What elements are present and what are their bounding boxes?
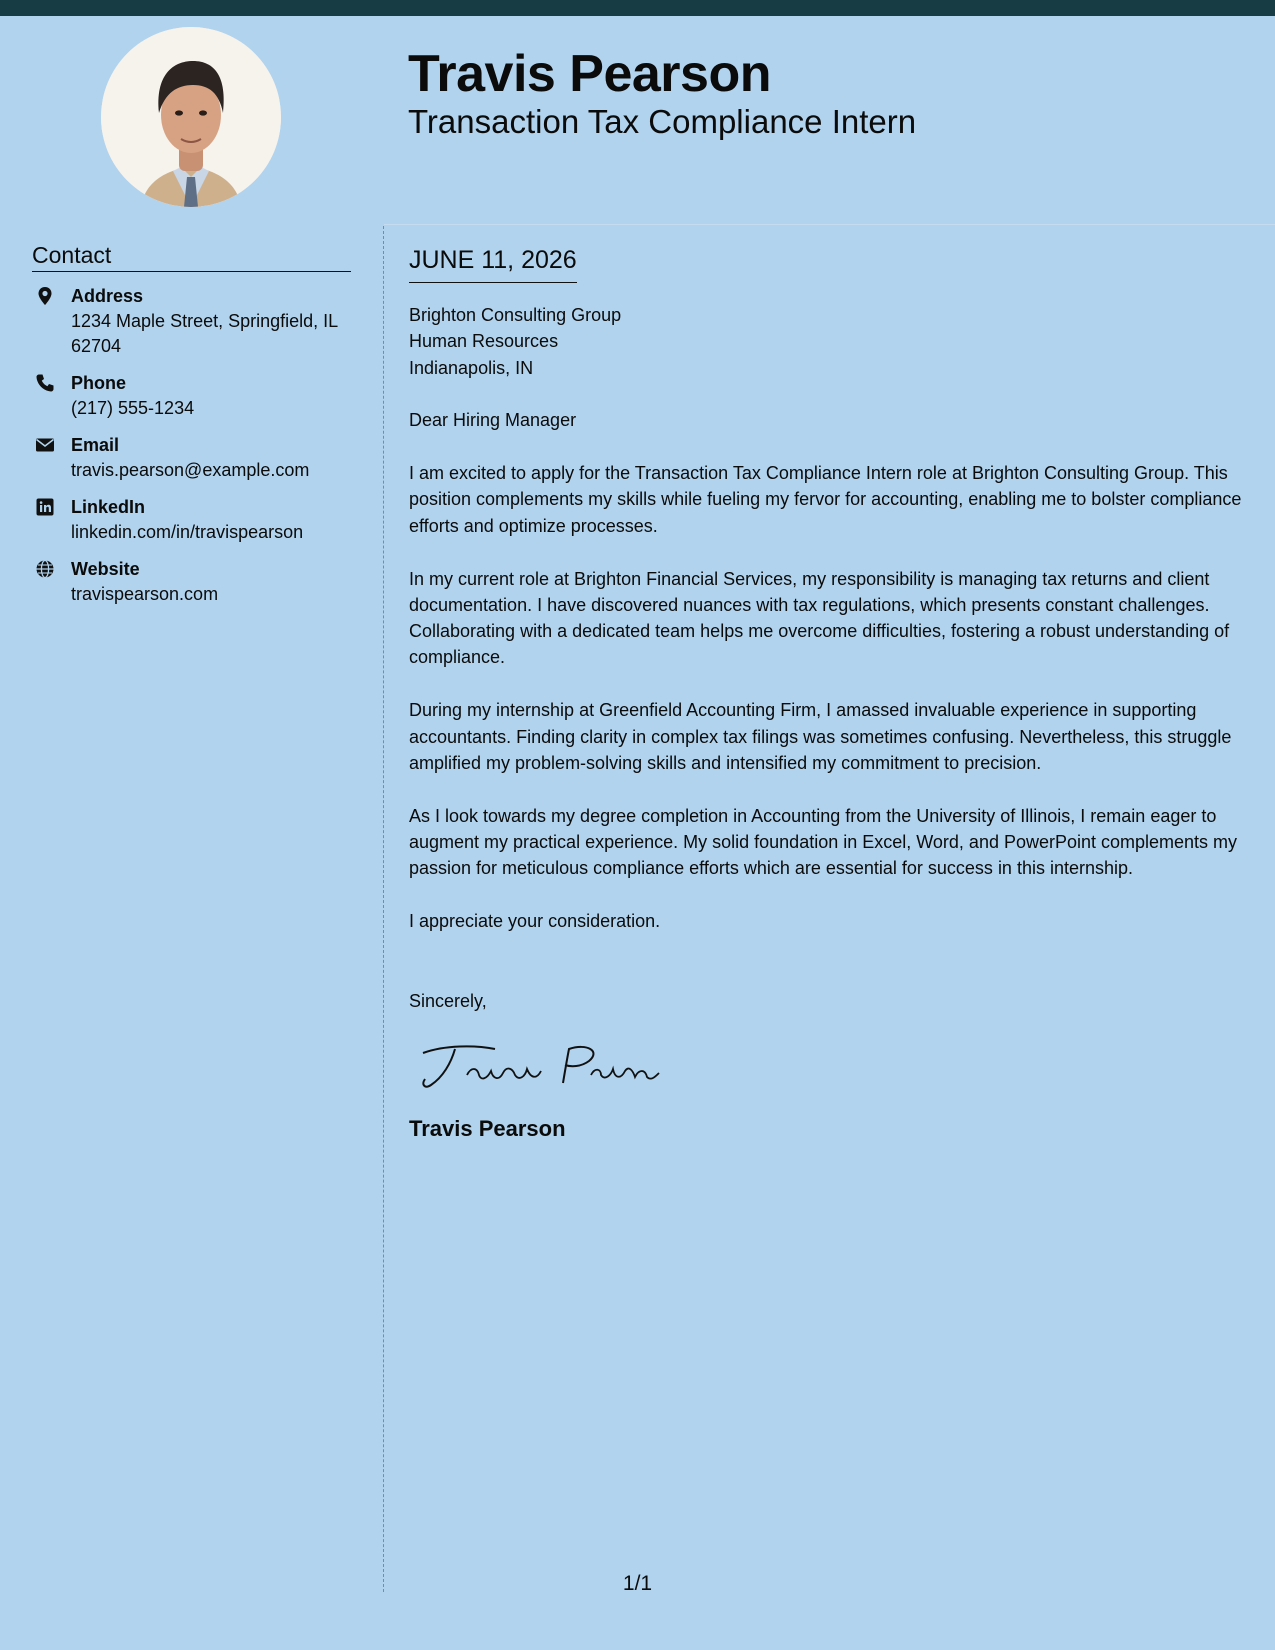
website-value[interactable]: travispearson.com xyxy=(71,584,219,604)
map-pin-icon xyxy=(35,286,55,306)
candidate-name: Travis Pearson xyxy=(408,45,771,103)
contact-address xyxy=(32,284,362,359)
handwritten-signature xyxy=(415,1035,665,1095)
salutation: Dear Hiring Manager xyxy=(409,410,577,431)
phone-value: (217) 555-1234 xyxy=(71,398,195,418)
job-title: Transaction Tax Compliance Intern xyxy=(408,103,917,140)
contact-email xyxy=(32,433,362,483)
paragraph-intro: I am excited to apply for the Transaction Tax Compliance Intern role at Brighton Consulting Group. This position complements my skills while fueling my fervor for accounting, enabling me to bolster compliance efforts and optimize processes. xyxy=(409,463,1242,536)
contact-website xyxy=(32,557,362,607)
paragraph-thanks: I appreciate your consideration. xyxy=(409,911,661,932)
page-number: 1/1 xyxy=(622,1572,653,1595)
top-accent-bar xyxy=(0,0,1275,16)
contact-phone xyxy=(32,371,362,421)
closing: Sincerely, xyxy=(409,991,487,1012)
linkedin-value[interactable]: linkedin.com/in/travispearson xyxy=(71,522,304,542)
contact-label: Email xyxy=(71,435,120,455)
globe-icon xyxy=(35,559,55,579)
contact-label: Website xyxy=(71,559,140,579)
email-value: travis.pearson@example.com xyxy=(71,460,310,480)
contact-linkedin xyxy=(32,495,362,545)
letter-date: JUNE 11, 2026 xyxy=(409,244,577,283)
linkedin-icon xyxy=(35,497,55,517)
header-divider xyxy=(384,224,1275,225)
address-value: 1234 Maple Street, Springfield, IL 62704 xyxy=(71,311,338,356)
contact-heading: Contact xyxy=(32,240,351,272)
contact-label: LinkedIn xyxy=(71,497,146,517)
contact-list xyxy=(32,284,362,619)
letter-body xyxy=(409,302,1254,1143)
phone-icon xyxy=(35,373,55,393)
recipient-department: Human Resources xyxy=(409,331,559,352)
recipient-block xyxy=(409,302,1254,381)
contact-label: Phone xyxy=(71,373,127,393)
paragraph-internship: During my internship at Greenfield Accounting Firm, I amassed invaluable experience in supporting accountants. Finding clarity in complex tax filings was sometimes confusing. Nevertheless, this struggle amplified my problem-solving skills and intensified my commitment to precision. xyxy=(409,700,1232,773)
signer-name: Travis Pearson xyxy=(409,1115,566,1141)
contact-label: Address xyxy=(71,286,144,306)
profile-photo xyxy=(101,27,281,207)
recipient-company: Brighton Consulting Group xyxy=(409,305,622,325)
column-divider xyxy=(383,226,384,1592)
envelope-icon xyxy=(35,435,55,455)
paragraph-education: As I look towards my degree completion in Accounting from the University of Illinois, I remain eager to augment my practical experience. My solid foundation in Excel, Word, and PowerPoint complements my passion for meticulous compliance efforts which are essential for success in this internship. xyxy=(409,805,1238,879)
recipient-location: Indianapolis, IN xyxy=(409,357,534,378)
paragraph-current-role: In my current role at Brighton Financial Services, my responsibility is managing tax returns and client documentation. I have discovered nuances with tax regulations, which presents constant challenges. Collaborating with a dedicated team helps me overcome difficulties, fostering a robust understanding of compliance. xyxy=(409,568,1230,668)
